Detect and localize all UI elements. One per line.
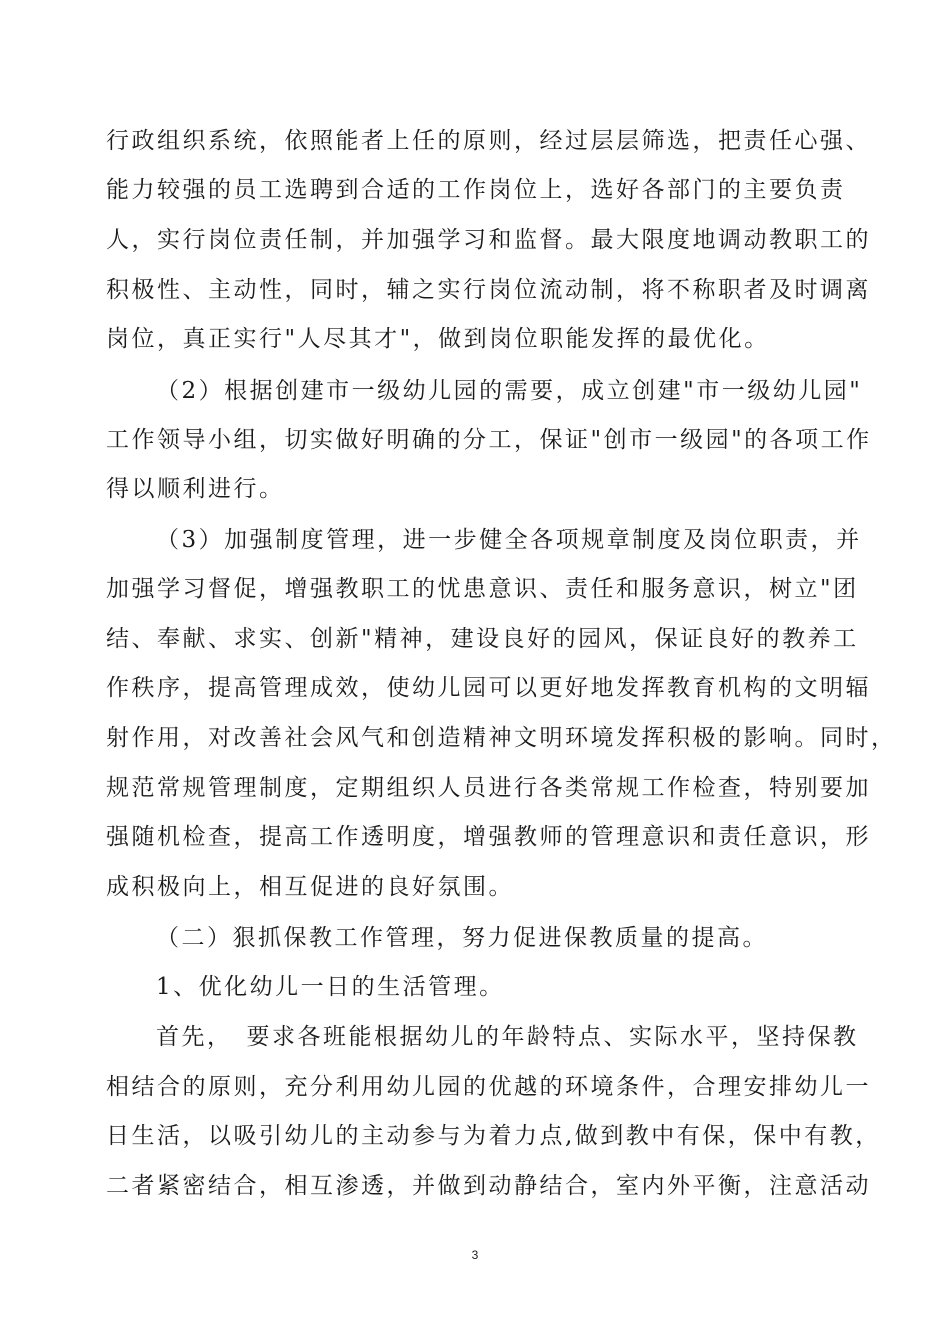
section-heading: （二）狠抓保教工作管理，努力促进保教质量的提高。 [156,925,768,951]
text-line: 日生活，以吸引幼儿的主动参与为着力点,做到教中有保，保中有教， [106,1123,881,1149]
text-line: 岗位，真正实行"人尽其才"，做到岗位职能发挥的最优化。 [106,326,770,352]
text-line: 作秩序，提高管理成效，使幼儿园可以更好地发挥教育机构的文明辐 [106,675,871,701]
text-line: 工作领导小组，切实做好明确的分工，保证"创市一级园"的各项工作 [106,427,872,453]
text-line: （2）根据创建市一级幼儿园的需要，成立创建"市一级幼儿园" [156,378,863,404]
text-line: 能力较强的员工选聘到合适的工作岗位上，选好各部门的主要负责 [106,177,846,203]
text-line: 行政组织系统，依照能者上任的原则，经过层层筛选，把责任心强、 [106,128,871,154]
text-line: 射作用，对改善社会风气和创造精神文明环境发挥积极的影响。同时， [106,725,897,751]
text-line: 积极性、主动性，同时，辅之实行岗位流动制，将不称职者及时调离 [106,277,871,303]
text-line: 规范常规管理制度，定期组织人员进行各类常规工作检查，特别要加 [106,775,871,801]
text-line: （3）加强制度管理，进一步健全各项规章制度及岗位职责，并 [156,527,862,553]
text-line: 成积极向上，相互促进的良好氛围。 [106,874,514,900]
page-number: 3 [471,1248,479,1262]
text-line: 加强学习督促，增强教职工的忧患意识、责任和服务意识，树立"团 [106,576,859,602]
subsection-heading: 1、优化幼儿一日的生活管理。 [156,974,505,1000]
text-line: 强随机检查，提高工作透明度，增强教师的管理意识和责任意识，形 [106,824,871,850]
text-line: 二者紧密结合，相互渗透，并做到动静结合，室内外平衡，注意活动 [106,1173,871,1199]
text-line: 人，实行岗位责任制，并加强学习和监督。最大限度地调动教职工的 [106,227,871,253]
text-line: 得以顺利进行。 [106,476,285,502]
text-line: 相结合的原则，充分利用幼儿园的优越的环境条件，合理安排幼儿一 [106,1074,871,1100]
text-line: 首先， 要求各班能根据幼儿的年龄特点、实际水平，坚持保教 [156,1024,859,1050]
text-line: 结、奉献、求实、创新"精神，建设良好的园风，保证良好的教养工 [106,626,859,652]
